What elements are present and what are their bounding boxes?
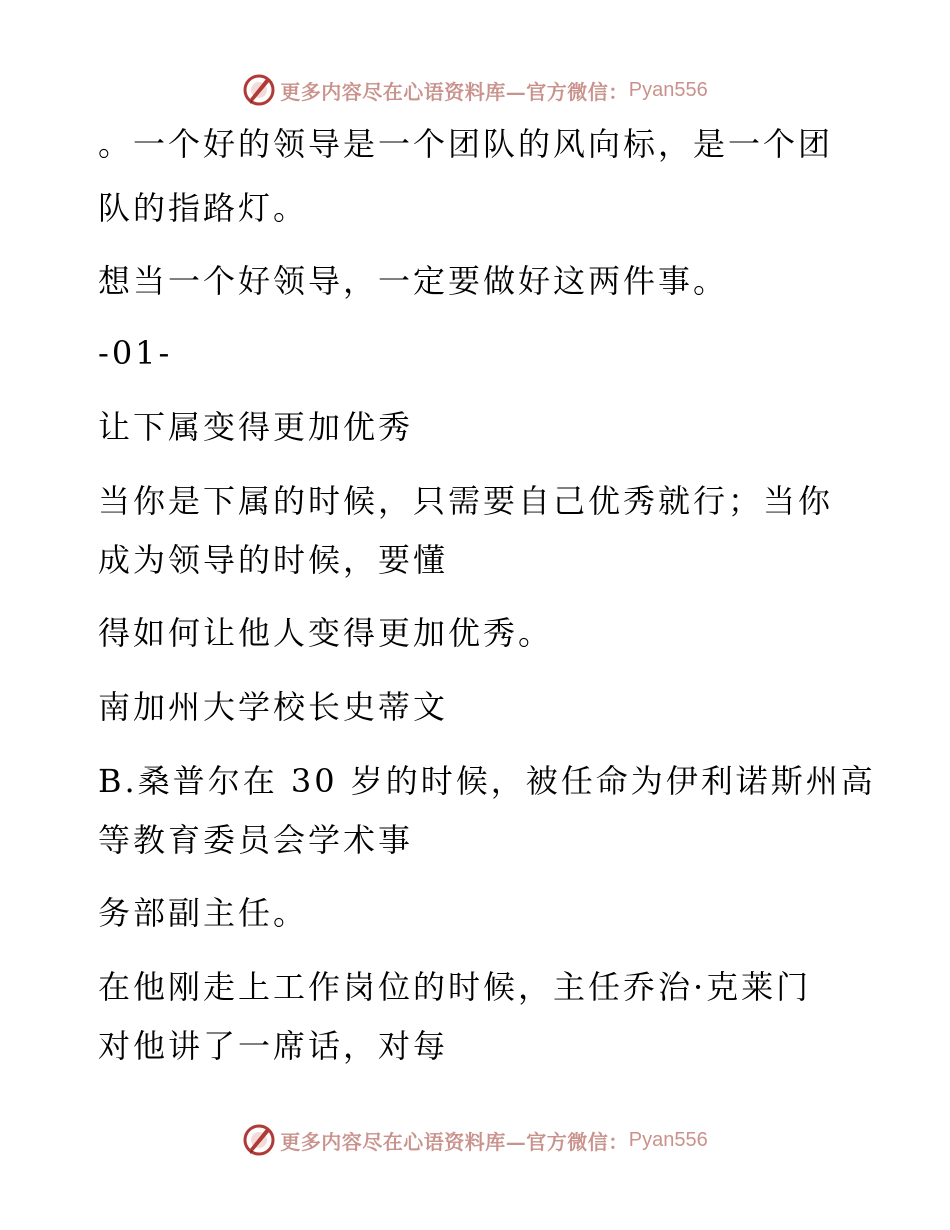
body-line: 成为领导的时候，要懂 (98, 541, 449, 579)
footer-banner-text: 更多内容尽在心语资料库—官方微信： (280, 1129, 629, 1154)
body-line: 等教育委员会学术事 (98, 821, 414, 859)
footer-wechat-id: Pyan556 (628, 1128, 708, 1151)
body-line: 队的指路灯。 (98, 189, 309, 227)
section-number: -01- (98, 334, 173, 372)
header-wechat-id: Pyan556 (628, 78, 708, 101)
body-line: 对他讲了一席话，对每 (98, 1027, 449, 1065)
body-line: B.桑普尔在 30 岁的时候，被任命为伊利诺斯州高 (98, 762, 876, 800)
body-line: 想当一个好领导，一定要做好这两件事。 (98, 262, 729, 300)
footer-banner (0, 1120, 950, 1160)
body-line: 当你是下属的时候，只需要自己优秀就行；当你 (98, 482, 834, 520)
body-line: 南加州大学校长史蒂文 (98, 688, 449, 726)
body-line: 得如何让他人变得更加优秀。 (98, 614, 554, 652)
section-heading: 让下属变得更加优秀 (98, 408, 414, 446)
quill-logo-icon (242, 1123, 276, 1157)
body-line: 。一个好的领导是一个团队的风向标，是一个团 (98, 125, 834, 163)
header-banner-text: 更多内容尽在心语资料库—官方微信： (280, 79, 629, 104)
body-line: 务部副主任。 (98, 894, 309, 932)
body-line: 在他刚走上工作岗位的时候，主任乔治·克莱门 (98, 968, 812, 1006)
